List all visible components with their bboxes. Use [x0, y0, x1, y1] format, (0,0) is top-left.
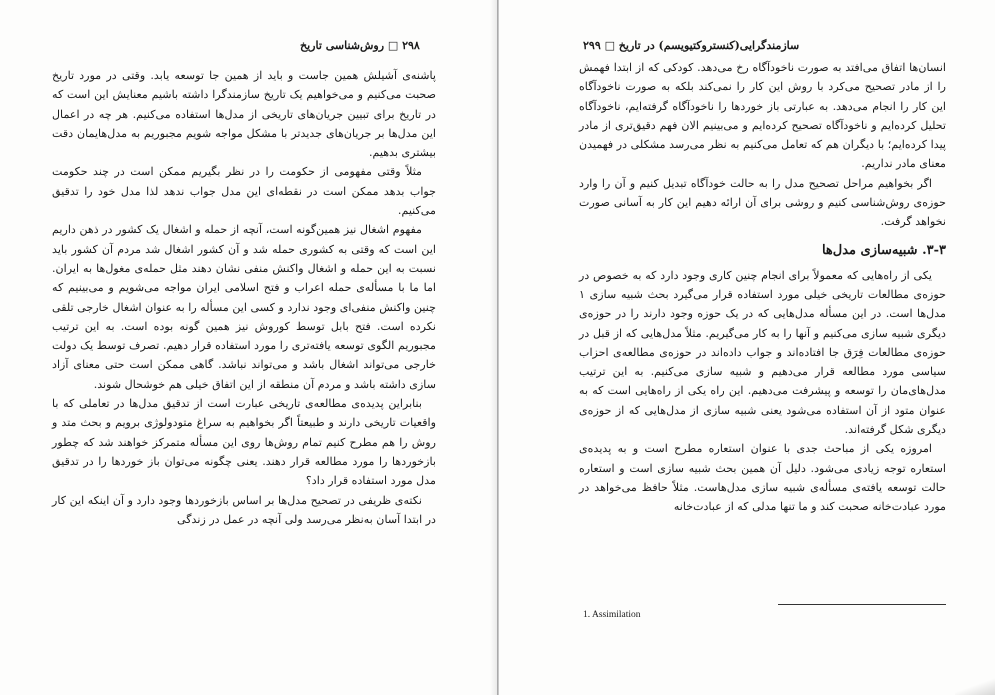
right-page: [499, 0, 995, 695]
paragraph: انسان‌ها اتفاق می‌افتد به صورت ناخودآگاه رخ می‌دهد. کودکی که از ابتدا فهمش را از مادر تصحیح می‌کرد با روش این کار را نمی‌کند بلکه به صورت ناخودآگاه این کار را انجام می‌دهد. به عبارتی باز خوردها را ناخودآگاه گرفته‌ایم، ناخودآگاه تحلیل کرده‌ایم و ناخودآگاه تصحیح کرده‌ایم و می‌بینیم الان فهم دقیق‌تری از مادر پیدا کرده‌ایم؛ با دیگران هم که تعامل می‌کنیم به نظر می‌رسد مشکلی در فهمیدن معنای مادر نداریم.: [579, 61, 946, 171]
gutter-shadow: [490, 0, 497, 695]
right-running-head: سازمندگرایی(کنستروکتیویسم) در تاریخ □ ۲۹۹: [583, 39, 800, 52]
left-page: [0, 0, 497, 695]
section-heading: ۳-۳. شبیه‌سازی مدل‌ها: [821, 242, 946, 258]
paragraph: مثلاً وقتی مفهومی از حکومت را در نظر بگیریم ممکن است در چند حکومت جواب بدهد ممکن است در نقطه‌ای این مدل جواب ندهد لذا مدل خود را تدقیق می‌کنیم.: [52, 165, 436, 218]
footnote: 1. Assimilation: [583, 610, 641, 620]
footnote-rule: [778, 604, 946, 605]
paragraph: مفهوم اشغال نیز همین‌گونه است، آنچه از حمله و اشغال یک کشور در ذهن داریم این است که وقتی به کشوری حمله شد و آن کشور اشغال شد مردم آن کشور باید نسبت به این حمله و اشغال واکنش منفی نشان دهند مثل حمله‌ی مغول‌ها به ایران. اما ما با مسأله‌ی حمله اعراب و فتح اسلامی ایران مواجه می‌شویم و می‌بینیم که چنین واکنش منفی‌ای وجود ندارد و کسی این مسأله را به عنوان اشغال خارجی تلقی نکرده است. فتح بابل توسط کوروش نیز همین گونه بوده است. به این ترتیب مجبوریم الگوی توسعه یافته‌تری را مورد استفاده قرار دهیم. تصرف توسط یک دولت خارجی می‌تواند اشغال باشد و می‌تواند نباشد. گاهی ممکن است حتی معنای آزاد سازی داشته باشد و مردم آن منطقه از این اتفاق خیلی هم خوشحال شوند.: [52, 223, 436, 391]
paragraph: نکته‌ی ظریفی در تصحیح مدل‌ها بر اساس بازخوردها وجود دارد و آن اینکه این کار در ابتدا آسان به‌نظر می‌رسد ولی آنچه در عمل در زندگی: [52, 493, 436, 526]
paragraph: بنابراین پدیده‌ی مطالعه‌ی تاریخی عبارت است از تدقیق مدل‌ها در تعاملی که با واقعیات تاریخی دارند و طبیعتاً اگر بخواهیم به سراغ متودولوژی برویم و بحث متد و روش را هم مطرح کنیم تمام روش‌ها روی این مسأله متمرکز خواهند شد که چطور بازخوردها را مورد مطالعه قرار دهند. یعنی چگونه می‌توان باز خوردها را در تدقیق مدل مورد استفاده قرار داد؟: [52, 397, 436, 488]
right-body-text: [579, 58, 946, 517]
paragraph: پاشنه‌ی آشیلش همین جاست و باید از همین جا توسعه یابد. وقتی در مورد تاریخ صحبت می‌کنیم و می‌خواهیم یک تاریخ سازمندگرا داشته باشیم معنایش این است که در تاریخ برای تبیین جریان‌های تاریخی از مدل‌ها استفاده می‌کنیم. هر چه در اعمال این مدل‌ها بر جریان‌های جدیدتر با مشکل مواجه شویم مجبوریم به مدل‌هایمان دقت بیشتری بدهیم.: [52, 69, 436, 160]
paragraph: اگر بخواهیم مراحل تصحیح مدل را به حالت خودآگاه تبدیل کنیم و آن را وارد حوزه‌ی روش‌شناسی کنیم و روشی برای آن ارائه دهیم این کار به آسانی صورت نخواهد گرفت.: [579, 176, 946, 229]
page-corner-shadow: [955, 675, 995, 695]
left-running-head: ۲۹۸ □ روش‌شناسی تاریخ: [300, 39, 420, 52]
paragraph: امروزه یکی از مباحث جدی با عنوان استعاره مطرح است و به پدیده‌ی استعاره توجه زیادی می‌شود. دلیل آن همین بحث شبیه سازی است و استعاره حالت توسعه یافته‌ی مسأله‌ی شبیه سازی مدل‌هاست. مثلاً حافظ می‌خواهد در مورد عبادت‌خانه صحبت کند و ما تنها مدلی که از عبادت‌خانه: [579, 442, 946, 514]
left-body-text: [52, 66, 436, 529]
paragraph: یکی از راه‌هایی که معمولاً برای انجام چنین کاری وجود دارد که به خصوص در حوزه‌ی مطالعات تاریخی خیلی مورد استفاده قرار می‌گیرد بحث شبیه سازی ۱ مدل‌ها است. در این مسأله مدل‌هایی که در یک حوزه وجود دارند را در حوزه‌ی دیگری شبیه سازی می‌کنیم و آنها را به کار می‌گیریم. مثلاً مدل‌هایی که از قبل در حوزه‌ی مطالعات فِرَق جا افتاده‌اند و جواب داده‌اند در حوزه‌ی مطالعه‌ی احزاب سیاسی مورد مطالعه قرار می‌دهیم و شبیه سازی می‌کنیم. به این ترتیب مدل‌های‌مان را توسعه و پیشرفت می‌دهیم. این راه یکی از راه‌هایی است که به عنوان متود از آن استفاده می‌شود یعنی شبیه سازی از مدل‌هایی که از حوزه‌ی دیگری شکل گرفته‌اند.: [579, 268, 946, 437]
